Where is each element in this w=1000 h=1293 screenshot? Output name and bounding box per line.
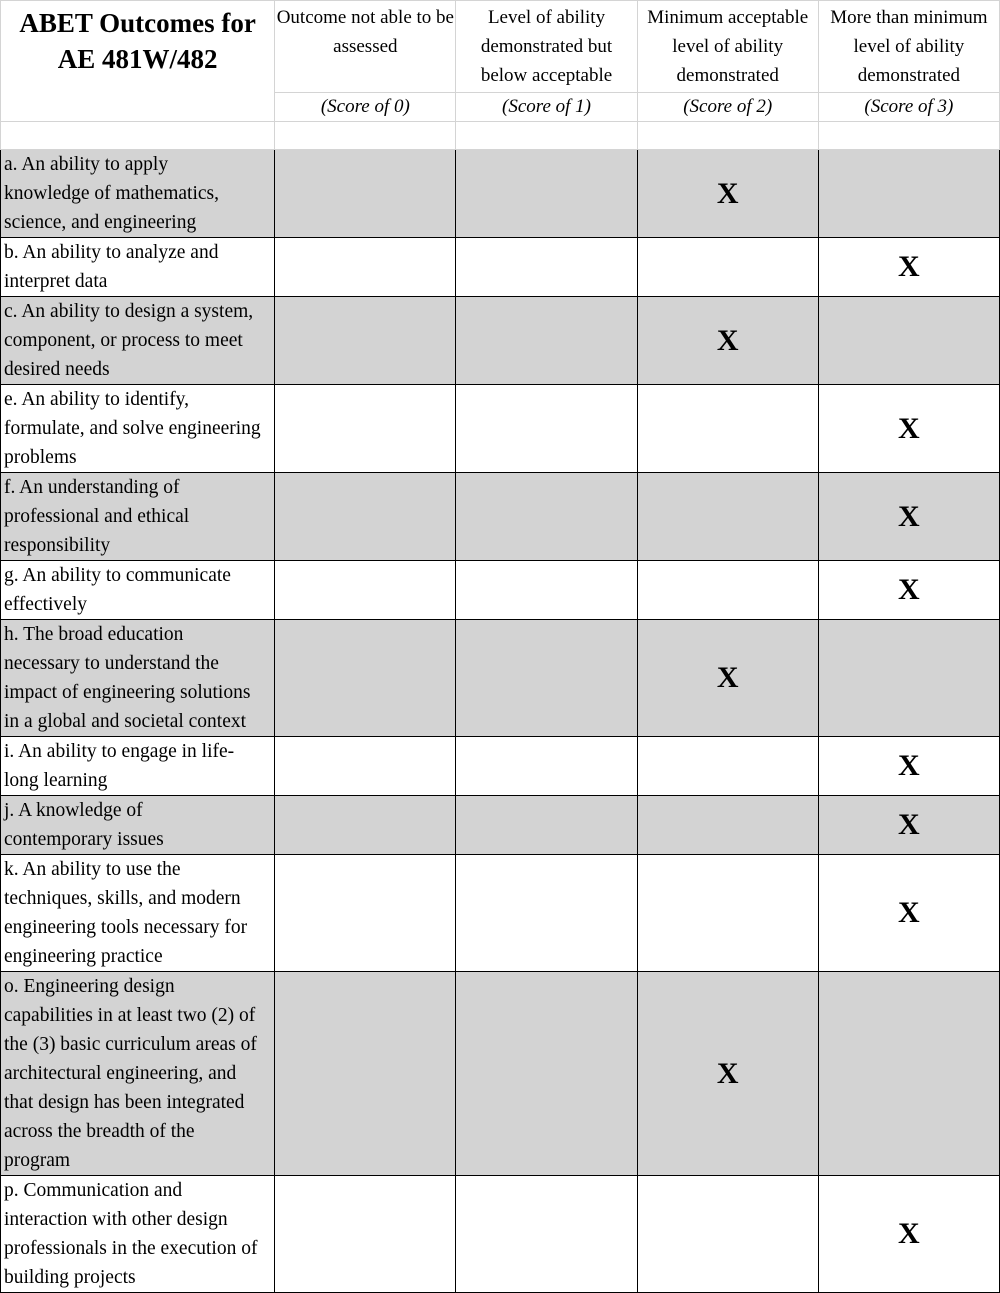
outcome-row	[1, 1176, 1000, 1293]
column-score-0: (Score of 0)	[275, 92, 456, 122]
spacer-cell	[275, 122, 456, 150]
spacer-cell	[456, 122, 637, 150]
score-cell-2	[637, 561, 818, 620]
spacer-cell	[818, 122, 999, 150]
spacer-cell	[637, 122, 818, 150]
score-cell-0	[275, 620, 456, 737]
column-header-2: Minimum acceptable level of ability demonstrated	[637, 1, 818, 93]
score-cell-1	[456, 737, 637, 796]
score-cell-1	[456, 150, 637, 238]
spacer-cell	[1, 122, 275, 150]
header-row	[1, 1, 1000, 93]
score-mark: X	[818, 855, 999, 972]
score-cell-0	[275, 297, 456, 385]
column-header-3: More than minimum level of ability demonstrated	[818, 1, 999, 93]
outcome-row	[1, 972, 1000, 1176]
score-cell-2	[637, 238, 818, 297]
outcome-row	[1, 297, 1000, 385]
score-cell-2	[637, 737, 818, 796]
score-mark: X	[818, 796, 999, 855]
score-cell-1	[456, 297, 637, 385]
score-cell-1	[456, 473, 637, 561]
outcome-text: e. An ability to identify, formulate, and solve engineering problems	[1, 385, 275, 473]
column-score-2: (Score of 2)	[637, 92, 818, 122]
outcome-text: c. An ability to design a system, component, or process to meet desired needs	[1, 297, 275, 385]
score-mark: X	[637, 620, 818, 737]
outcome-row	[1, 385, 1000, 473]
score-mark: X	[818, 561, 999, 620]
score-cell-0	[275, 796, 456, 855]
score-mark: X	[818, 737, 999, 796]
score-cell-3	[818, 297, 999, 385]
outcome-text: k. An ability to use the techniques, skills, and modern engineering tools necessary for engineering practice	[1, 855, 275, 972]
outcome-row	[1, 561, 1000, 620]
score-cell-1	[456, 972, 637, 1176]
column-score-3: (Score of 3)	[818, 92, 999, 122]
score-mark: X	[818, 473, 999, 561]
score-mark: X	[637, 297, 818, 385]
score-cell-2	[637, 385, 818, 473]
outcome-row	[1, 737, 1000, 796]
outcome-row	[1, 238, 1000, 297]
outcome-row	[1, 620, 1000, 737]
outcome-row	[1, 855, 1000, 972]
outcome-text: j. A knowledge of contemporary issues	[1, 796, 275, 855]
score-cell-1	[456, 238, 637, 297]
score-cell-3	[818, 150, 999, 238]
spacer-row	[1, 122, 1000, 150]
score-mark: X	[637, 150, 818, 238]
score-cell-0	[275, 150, 456, 238]
column-header-1: Level of ability demonstrated but below acceptable	[456, 1, 637, 93]
column-header-0: Outcome not able to be assessed	[275, 1, 456, 93]
score-mark: X	[818, 385, 999, 473]
score-mark: X	[637, 972, 818, 1176]
score-mark: X	[818, 1176, 999, 1293]
score-cell-0	[275, 238, 456, 297]
score-mark: X	[818, 238, 999, 297]
outcome-text: o. Engineering design capabilities in at least two (2) of the (3) basic curriculum areas of architectural engineering, and that design has been integrated across the breadth of the program	[1, 972, 275, 1176]
score-cell-3	[818, 972, 999, 1176]
score-cell-1	[456, 855, 637, 972]
score-cell-0	[275, 561, 456, 620]
outcome-row	[1, 473, 1000, 561]
table-title: ABET Outcomes for AE 481W/482	[1, 1, 275, 122]
outcome-row	[1, 150, 1000, 238]
outcome-text: a. An ability to apply knowledge of mathematics, science, and engineering	[1, 150, 275, 238]
outcome-text: b. An ability to analyze and interpret data	[1, 238, 275, 297]
outcome-text: p. Communication and interaction with other design professionals in the execution of building projects	[1, 1176, 275, 1293]
score-cell-1	[456, 385, 637, 473]
score-cell-0	[275, 855, 456, 972]
score-cell-1	[456, 561, 637, 620]
score-cell-0	[275, 385, 456, 473]
outcome-row	[1, 796, 1000, 855]
score-cell-1	[456, 796, 637, 855]
outcome-text: f. An understanding of professional and ethical responsibility	[1, 473, 275, 561]
score-cell-2	[637, 855, 818, 972]
score-cell-3	[818, 620, 999, 737]
score-cell-0	[275, 737, 456, 796]
outcome-text: g. An ability to communicate effectively	[1, 561, 275, 620]
score-cell-2	[637, 1176, 818, 1293]
score-cell-1	[456, 1176, 637, 1293]
outcome-text: i. An ability to engage in life- long learning	[1, 737, 275, 796]
score-cell-1	[456, 620, 637, 737]
column-score-1: (Score of 1)	[456, 92, 637, 122]
score-cell-0	[275, 1176, 456, 1293]
score-cell-0	[275, 473, 456, 561]
outcome-text: h. The broad education necessary to understand the impact of engineering solutions in a global and societal context	[1, 620, 275, 737]
score-cell-2	[637, 796, 818, 855]
score-cell-2	[637, 473, 818, 561]
score-cell-0	[275, 972, 456, 1176]
